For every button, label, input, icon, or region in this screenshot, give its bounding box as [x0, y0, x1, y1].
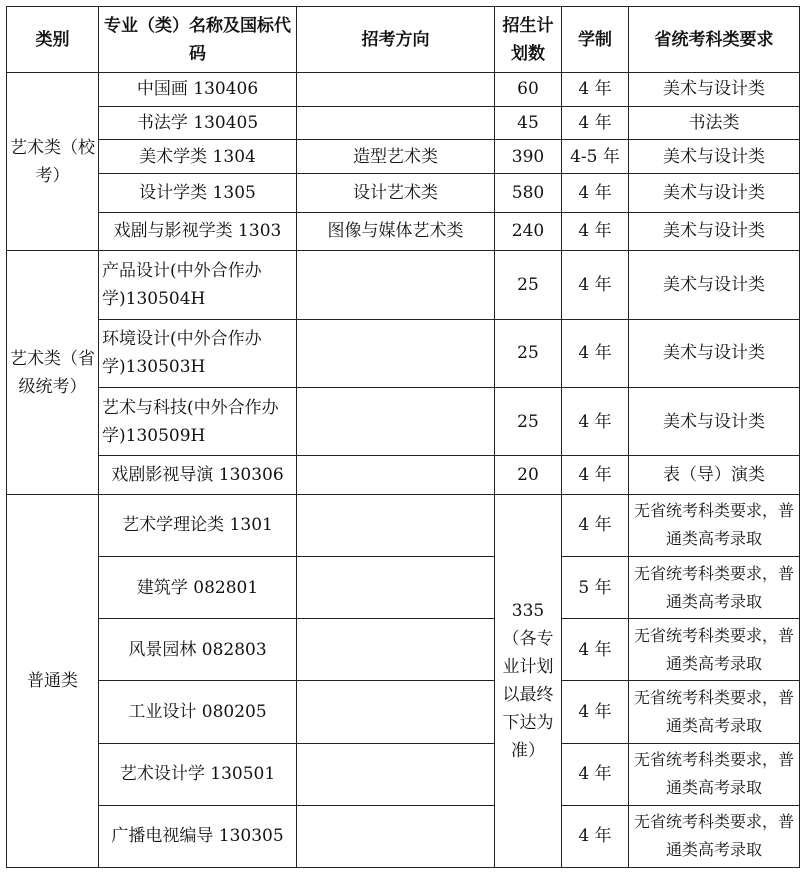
direction-cell	[297, 387, 495, 455]
major-cell: 广播电视编导 130305	[99, 805, 297, 867]
header-years: 学制	[562, 7, 629, 73]
direction-cell	[297, 106, 495, 140]
direction-cell	[297, 619, 495, 681]
requirement-cell: 美术与设计类	[629, 140, 800, 174]
requirement-cell: 美术与设计类	[629, 212, 800, 251]
major-cell: 中国画 130406	[99, 73, 297, 107]
header-plan: 招生计划数	[495, 7, 562, 73]
table-row	[7, 251, 800, 319]
direction-cell	[297, 319, 495, 387]
table-row	[7, 212, 800, 251]
requirement-cell: 美术与设计类	[629, 173, 800, 212]
direction-cell: 造型艺术类	[297, 140, 495, 174]
requirement-cell: 无省统考科类要求，普通类高考录取	[629, 557, 800, 619]
table-row	[7, 494, 800, 556]
requirement-cell: 无省统考科类要求，普通类高考录取	[629, 681, 800, 743]
direction-cell	[297, 251, 495, 319]
requirement-cell: 无省统考科类要求，普通类高考录取	[629, 494, 800, 556]
direction-cell: 图像与媒体艺术类	[297, 212, 495, 251]
major-cell: 戏剧与影视学类 1303	[99, 212, 297, 251]
years-cell: 4 年	[562, 173, 629, 212]
requirement-cell: 无省统考科类要求，普通类高考录取	[629, 619, 800, 681]
major-cell: 艺术与科技(中外合作办学)130509H	[99, 387, 297, 455]
plan-cell: 390	[495, 140, 562, 174]
years-cell: 4 年	[562, 387, 629, 455]
direction-cell	[297, 743, 495, 805]
requirement-cell: 美术与设计类	[629, 319, 800, 387]
category-cell: 艺术类（校考）	[7, 73, 99, 251]
requirement-cell: 表（导）演类	[629, 456, 800, 495]
years-cell: 4 年	[562, 319, 629, 387]
direction-cell	[297, 805, 495, 867]
table-row	[7, 140, 800, 174]
requirement-cell: 书法类	[629, 106, 800, 140]
major-cell: 书法学 130405	[99, 106, 297, 140]
major-cell: 工业设计 080205	[99, 681, 297, 743]
requirement-cell: 无省统考科类要求，普通类高考录取	[629, 805, 800, 867]
header-row	[7, 7, 800, 73]
major-cell: 建筑学 082801	[99, 557, 297, 619]
major-cell: 风景园林 082803	[99, 619, 297, 681]
table-row	[7, 456, 800, 495]
header-major-name: 专业（类）名称及国标代码	[99, 7, 297, 73]
plan-cell: 25	[495, 319, 562, 387]
major-cell: 戏剧影视导演 130306	[99, 456, 297, 495]
years-cell: 4 年	[562, 106, 629, 140]
major-cell: 艺术设计学 130501	[99, 743, 297, 805]
requirement-cell: 美术与设计类	[629, 73, 800, 107]
years-cell: 4 年	[562, 494, 629, 556]
major-cell: 美术学类 1304	[99, 140, 297, 174]
direction-cell	[297, 494, 495, 556]
years-cell: 4 年	[562, 681, 629, 743]
years-cell: 4 年	[562, 743, 629, 805]
major-cell: 环境设计(中外合作办学)130503H	[99, 319, 297, 387]
table-row	[7, 805, 800, 867]
category-cell: 普通类	[7, 494, 99, 867]
table-row	[7, 173, 800, 212]
table-row	[7, 557, 800, 619]
plan-cell: 580	[495, 173, 562, 212]
years-cell: 4 年	[562, 212, 629, 251]
table-row	[7, 743, 800, 805]
admissions-table	[6, 6, 800, 868]
plan-cell: 25	[495, 251, 562, 319]
major-cell: 艺术学理论类 1301	[99, 494, 297, 556]
plan-cell: 25	[495, 387, 562, 455]
plan-cell: 335（各专业计划以最终下达为准）	[495, 494, 562, 867]
requirement-cell: 美术与设计类	[629, 251, 800, 319]
plan-cell: 60	[495, 73, 562, 107]
table-row	[7, 387, 800, 455]
direction-cell	[297, 73, 495, 107]
years-cell: 4 年	[562, 619, 629, 681]
plan-cell: 20	[495, 456, 562, 495]
plan-cell: 45	[495, 106, 562, 140]
table-row	[7, 73, 800, 107]
table-row	[7, 681, 800, 743]
years-cell: 4 年	[562, 456, 629, 495]
header-category: 类别	[7, 7, 99, 73]
header-direction: 招考方向	[297, 7, 495, 73]
requirement-cell: 无省统考科类要求，普通类高考录取	[629, 743, 800, 805]
header-requirement: 省统考科类要求	[629, 7, 800, 73]
years-cell: 4 年	[562, 805, 629, 867]
category-cell: 艺术类（省级统考）	[7, 251, 99, 495]
years-cell: 4-5 年	[562, 140, 629, 174]
years-cell: 4 年	[562, 73, 629, 107]
requirement-cell: 美术与设计类	[629, 387, 800, 455]
years-cell: 5 年	[562, 557, 629, 619]
direction-cell	[297, 456, 495, 495]
table-row	[7, 319, 800, 387]
direction-cell	[297, 557, 495, 619]
years-cell: 4 年	[562, 251, 629, 319]
major-cell: 产品设计(中外合作办学)130504H	[99, 251, 297, 319]
major-cell: 设计学类 1305	[99, 173, 297, 212]
table-row	[7, 619, 800, 681]
plan-cell: 240	[495, 212, 562, 251]
direction-cell	[297, 681, 495, 743]
direction-cell: 设计艺术类	[297, 173, 495, 212]
table-row	[7, 106, 800, 140]
